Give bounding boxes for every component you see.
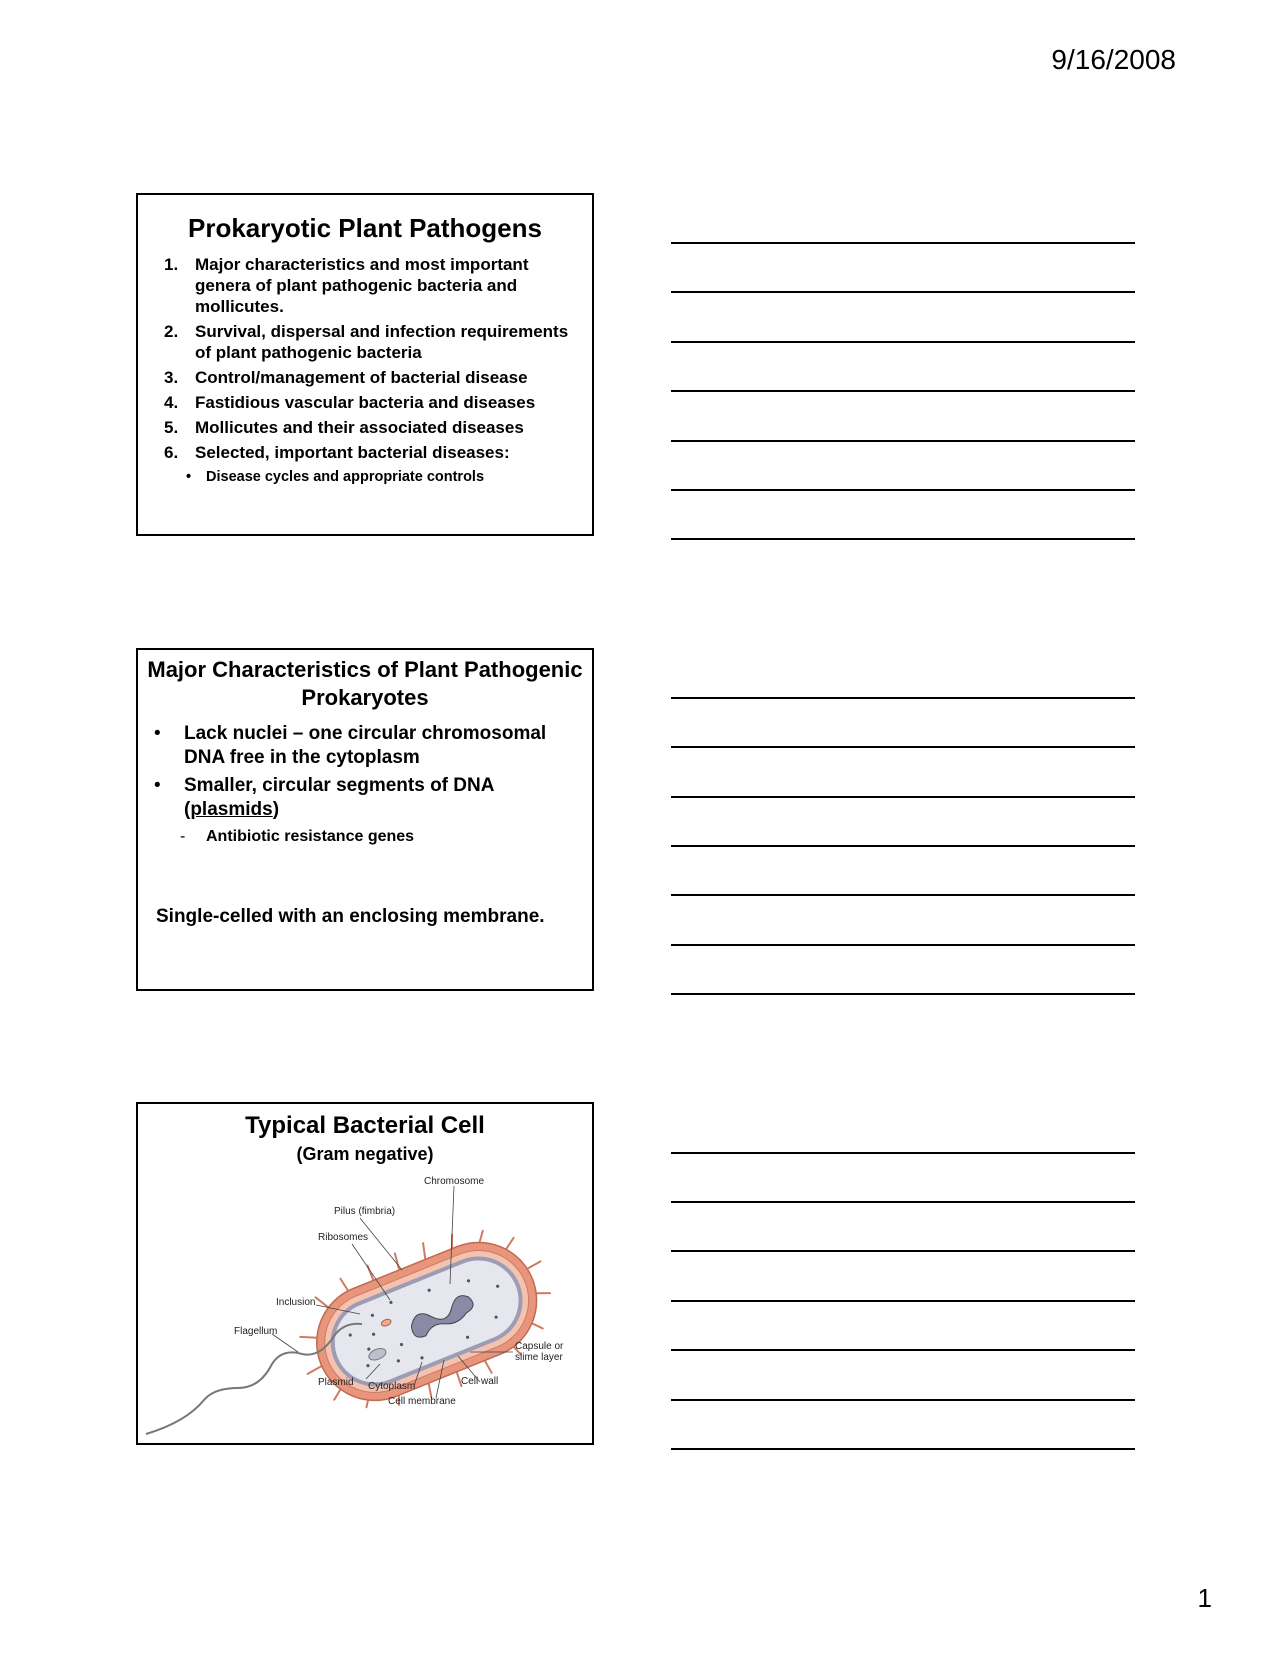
label-plasmid: Plasmid — [318, 1377, 354, 1388]
page-number: 1 — [1197, 1583, 1212, 1613]
note-line — [671, 242, 1135, 244]
list-item: 4. Fastidious vascular bacteria and diseases — [164, 393, 536, 412]
slide-title: Typical Bacterial Cell — [245, 1112, 485, 1139]
note-line — [671, 1201, 1135, 1203]
numbered-list — [138, 254, 592, 463]
label-ribosomes: Ribosomes — [318, 1232, 369, 1243]
list-item: 2. Survival, dispersal and infection requirements of plant pathogenic bacteria — [164, 322, 569, 362]
label-inclusion: Inclusion — [276, 1297, 316, 1308]
slide-1 — [136, 193, 594, 536]
label-cell-wall: Cell wall — [461, 1376, 499, 1387]
note-line — [671, 1399, 1135, 1401]
list-item: • Smaller, circular segments of DNA (plasmids) — [154, 775, 494, 820]
slide-title: Major Characteristics of Plant Pathogenic Prokaryotes — [147, 657, 583, 710]
label-cytoplasm: Cytoplasm — [368, 1381, 416, 1392]
note-line — [671, 796, 1135, 798]
note-line — [671, 993, 1135, 995]
label-pilus: Pilus (fimbria) — [334, 1206, 396, 1217]
note-line — [671, 894, 1135, 896]
bullet-icon: • — [154, 723, 161, 744]
note-line — [671, 291, 1135, 293]
label-flagellum: Flagellum — [234, 1326, 278, 1337]
list-item: • Lack nuclei – one circular chromosomal DNA free in the cytoplasm — [154, 723, 547, 768]
list-item: 3. Control/management of bacterial disease — [164, 368, 528, 387]
bullet-list — [138, 722, 592, 822]
label-chromosome: Chromosome — [424, 1176, 485, 1187]
note-line — [671, 538, 1135, 540]
note-line — [671, 341, 1135, 343]
slide-3 — [136, 1102, 594, 1445]
note-line — [671, 1152, 1135, 1154]
slide-title: Prokaryotic Plant Pathogens — [188, 213, 542, 243]
bullet-icon: • — [186, 469, 192, 485]
plasmids-underlined: plasmids — [190, 799, 273, 820]
note-line — [671, 697, 1135, 699]
page-date: 9/16/2008 — [1051, 44, 1176, 75]
slide-2 — [136, 648, 594, 991]
label-capsule-line-2: slime layer — [515, 1352, 563, 1363]
note-line — [671, 489, 1135, 491]
bullet-icon: • — [154, 775, 161, 796]
list-item: 1. Major characteristics and most important genera of plant pathogenic bacteria and mollicutes. — [164, 255, 529, 316]
note-line — [671, 390, 1135, 392]
note-line — [671, 440, 1135, 442]
list-item: 5. Mollicutes and their associated diseases — [164, 418, 524, 437]
bacterial-cell-diagram — [140, 1174, 590, 1444]
note-line — [671, 746, 1135, 748]
note-line — [671, 1448, 1135, 1450]
note-line — [671, 1250, 1135, 1252]
slide-subtitle: (Gram negative) — [296, 1144, 434, 1164]
sub-list-item: • Disease cycles and appropriate controls — [186, 469, 485, 485]
sub-list-item: - Antibiotic resistance genes — [180, 826, 592, 848]
label-capsule-line-1: Capsule or — [515, 1341, 564, 1352]
list-item: 6. Selected, important bacterial diseases: — [164, 443, 510, 462]
note-line — [671, 944, 1135, 946]
note-line — [671, 1300, 1135, 1302]
note-line — [671, 845, 1135, 847]
sub-list — [138, 467, 592, 487]
slide-footer-text: Single-celled with an enclosing membrane. — [156, 906, 545, 927]
dash-icon: - — [180, 828, 186, 845]
sub-list — [138, 826, 592, 848]
label-cell-membrane: Cell membrane — [388, 1396, 456, 1407]
note-line — [671, 1349, 1135, 1351]
